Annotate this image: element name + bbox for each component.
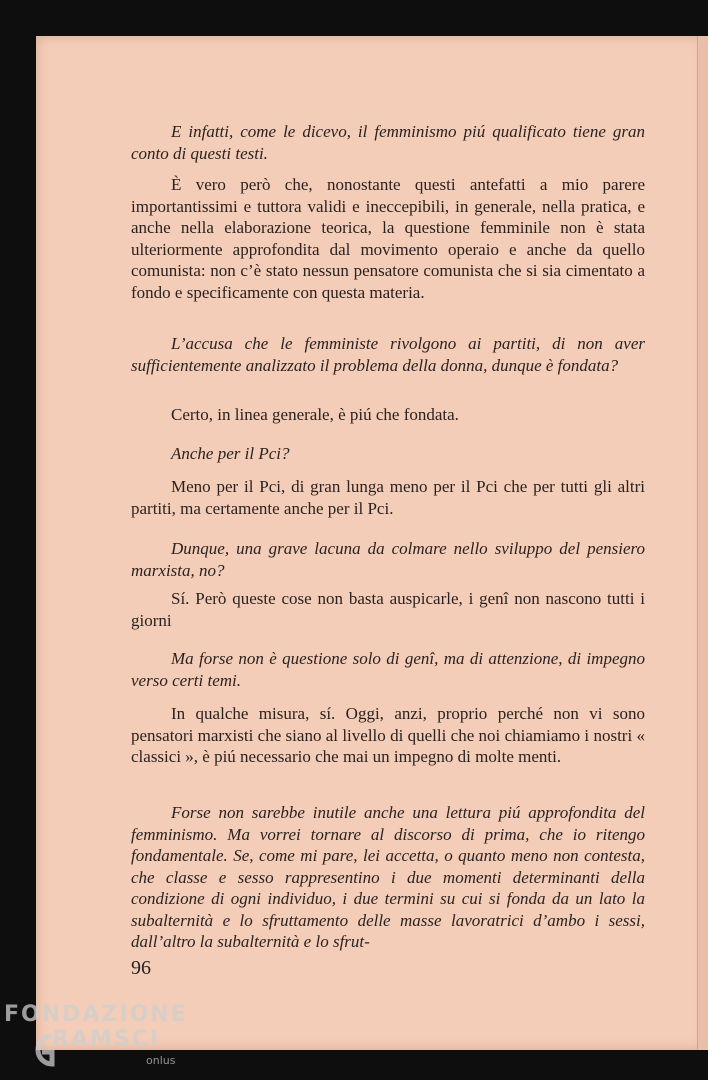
page-edge: [697, 36, 708, 1050]
answer-1: È vero però che, nonostante questi antefatti a mio parere importantissimi e tuttora validi e ineccepibili, in generale, nella pratica, e anche nella elaborazione teorica, la questione femminile non è stata ulteriormente approfondita dal movimento operaio e anche da quello comunista: non c’è stato nessun pensatore comunista che si sia cimentato a fondo e specificamente con questa materia.: [131, 175, 645, 302]
question-2: L’accusa che le femministe rivolgono ai partiti, di non aver sufficientemente analizzato il problema della donna, dunque è fondata?: [131, 334, 645, 375]
page-number: 96: [131, 957, 151, 979]
fondazione-gramsci-watermark: [4, 1000, 204, 1078]
question-4: Dunque, una grave lacuna da colmare nello sviluppo del pensiero marxista, no?: [131, 539, 645, 580]
answer-5: In qualche misura, sí. Oggi, anzi, proprio perché non vi sono pensatori marxisti che siano al livello di quelli che noi chiamiamo i nostri « classici », è piú necessario che mai un impegno di molte menti.: [131, 704, 645, 766]
answer-3: Meno per il Pci, di gran lunga meno per il Pci che per tutti gli altri partiti, ma certamente anche per il Pci.: [131, 477, 645, 518]
answer-2: Certo, in linea generale, è piú che fondata.: [171, 405, 459, 424]
watermark-line-1: FONDAZIONE: [4, 1002, 188, 1027]
question-5: Ma forse non è questione solo di genî, ma di attenzione, di impegno verso certi temi.: [131, 649, 645, 690]
answer-4: Sí. Però queste cose non basta auspicarle, i genî non nascono tutti i giorni: [131, 589, 645, 630]
watermark-line-2: RAMSCI: [52, 1027, 161, 1052]
question-1: E infatti, come le dicevo, il femminismo piú qualificato tiene gran conto di questi testi.: [131, 122, 645, 163]
question-3: Anche per il Pci?: [171, 444, 290, 463]
watermark-line-3: onlus: [146, 1054, 176, 1067]
question-6: Forse non sarebbe inutile anche una lettura piú approfondita del femminismo. Ma vorrei tornare al discorso di prima, che io ritengo fondamentale. Se, come mi pare, lei accetta, o quanto meno non contesta, che classe e sesso rappresentino i due momenti determinanti della condizione di ogni individuo, i due termini su cui si fonda da un lato la subalternità e lo sfruttamento delle masse lavoratrici d’ambo i sessi, dall’altro la subalternità e lo sfrut-: [131, 803, 645, 951]
